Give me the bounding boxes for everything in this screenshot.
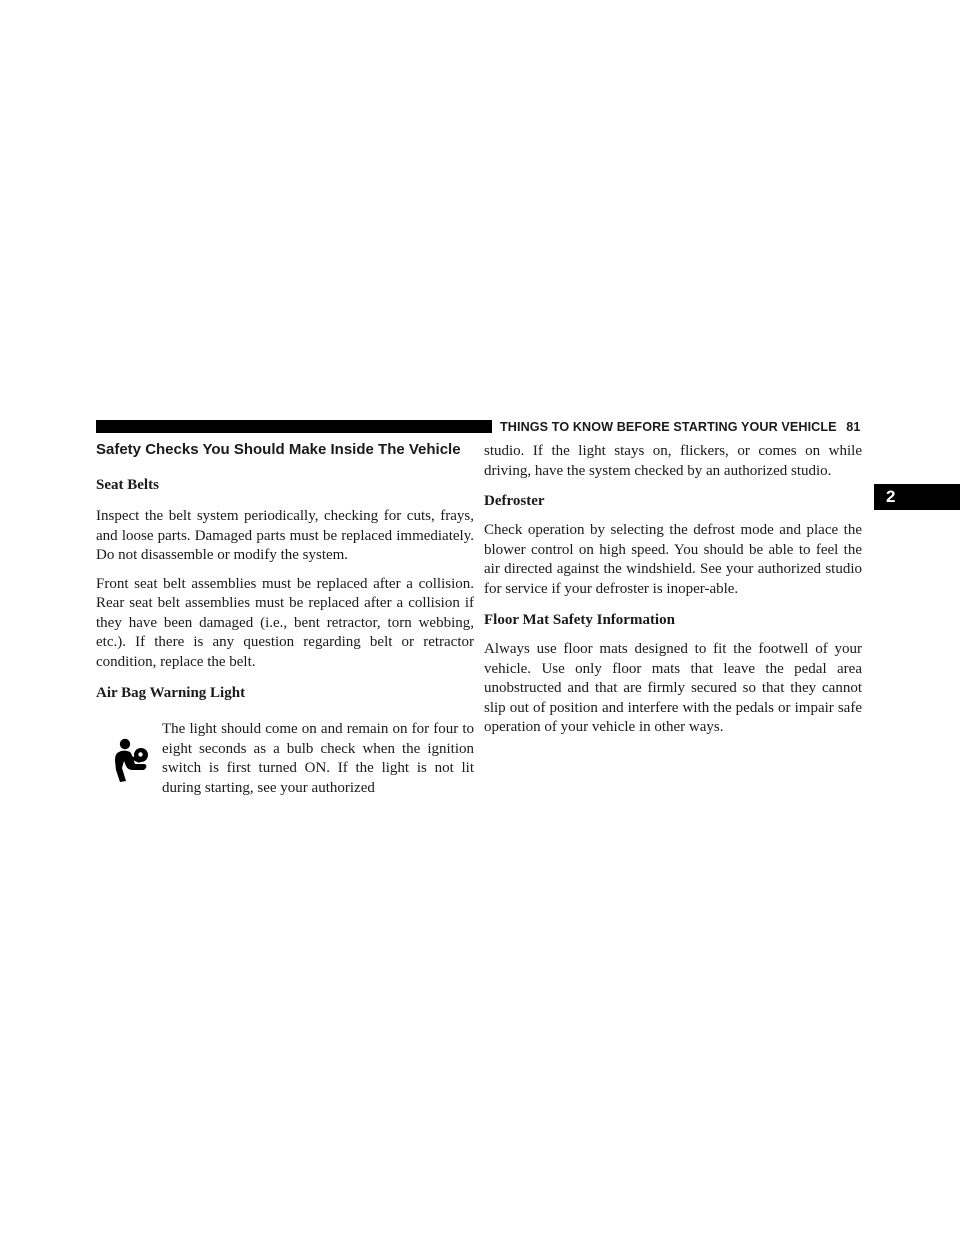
running-title: THINGS TO KNOW BEFORE STARTING YOUR VEHICLE <box>500 420 837 434</box>
airbag-warning-icon <box>108 737 150 783</box>
floor-mat-text: Always use floor mats designed to fit the footwell of your vehicle. Use only floor mats that leave the pedal area unobstructed and that are firmly secured so that they cannot slip out of position and interfere with the pedals or impair safe operation of your vehicle in other ways. <box>484 641 862 735</box>
section-title: Safety Checks You Should Make Inside The Vehicle <box>96 441 461 458</box>
right-column <box>484 442 862 738</box>
running-header <box>500 419 866 435</box>
seat-belts-paragraph-2: Front seat belt assemblies must be replaced after a collision. Rear seat belt assemblies must be replaced after a collision if they have been damaged (i.e., bent retractor, torn webbing, etc.). If there is any question regarding belt or retractor condition, replace the belt. <box>96 575 474 670</box>
defroster-heading: Defroster <box>484 493 545 509</box>
page-number: 81 <box>846 420 861 434</box>
air-bag-continued-text: studio. If the light stays on, flickers, or comes on while driving, have the system checked by an authorized studio. <box>484 443 862 479</box>
header-rule <box>96 420 492 433</box>
seat-belts-paragraph-1: Inspect the belt system periodically, checking for cuts, frays, and loose parts. Damaged parts must be replaced immediately. Do not disassemble or modify the system. <box>96 508 474 563</box>
floor-mat-heading: Floor Mat Safety Information <box>484 612 675 628</box>
seat-belts-heading: Seat Belts <box>96 477 159 493</box>
chapter-tab: 2 <box>874 484 960 510</box>
air-bag-heading: Air Bag Warning Light <box>96 685 246 701</box>
left-column <box>96 441 474 804</box>
air-bag-text: The light should come on and remain on for four to eight seconds as a bulb check when the ignition switch is first turned ON. If the light is not lit during starting, see your authorized <box>162 721 474 796</box>
defroster-text: Check operation by selecting the defrost mode and place the blower control on high speed. You should be able to feel the air directed against the windshield. See your authorized studio for service if your defroster is inoper-able. <box>484 522 862 597</box>
air-bag-warning-block <box>96 720 474 804</box>
